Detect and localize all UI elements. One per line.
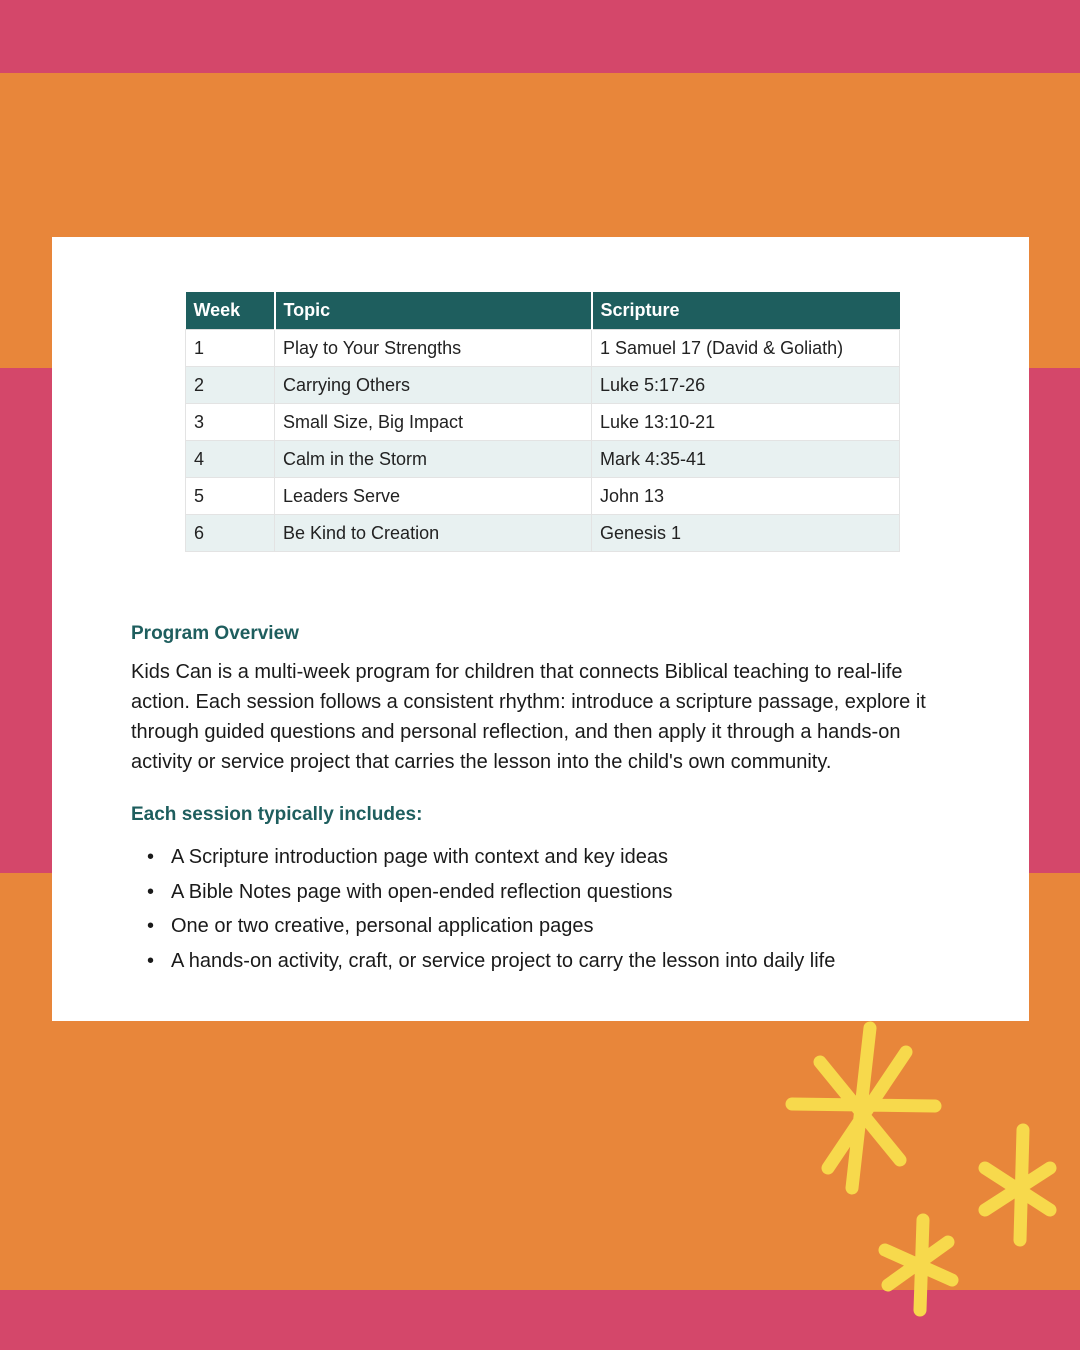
table-row xyxy=(186,478,900,515)
topic-cell: Calm in the Storm xyxy=(275,441,592,478)
topic-cell: Carrying Others xyxy=(275,367,592,404)
week-cell: 3 xyxy=(186,404,275,441)
scripture-cell: Mark 4:35-41 xyxy=(592,441,900,478)
list-item xyxy=(131,877,835,912)
list-item-text: A Bible Notes page with open-ended reflection questions xyxy=(171,880,673,903)
header-week: Week xyxy=(186,292,275,330)
list-item-text: One or two creative, personal application pages xyxy=(171,915,594,938)
table-row xyxy=(186,441,900,478)
scripture-cell: 1 Samuel 17 (David & Goliath) xyxy=(592,330,900,367)
scripture-cell: Genesis 1 xyxy=(592,515,900,552)
topic-cell: Small Size, Big Impact xyxy=(275,404,592,441)
topic-cell: Be Kind to Creation xyxy=(275,515,592,552)
session-includes-heading: Each session typically includes: xyxy=(131,804,423,825)
bullet-icon: • xyxy=(147,880,155,903)
list-item xyxy=(131,946,835,981)
program-overview-text: Kids Can is a multi-week program for children that connects Biblical teaching to real-life action. Each session follows a consistent rhythm: introduce a scripture passage, explore it through guided questions and personal reflection, and then apply it through a hands-on activity or service project that carries the lesson into the child's own community. xyxy=(131,661,926,773)
week-cell: 1 xyxy=(186,330,275,367)
top-pink-stripe xyxy=(0,0,1080,73)
table-row xyxy=(186,330,900,367)
week-cell: 6 xyxy=(186,515,275,552)
sparkle-star-icon xyxy=(885,1220,952,1310)
bullet-icon: • xyxy=(147,950,155,973)
list-item-text: A hands-on activity, craft, or service project to carry the lesson into daily life xyxy=(171,950,836,973)
scripture-cell: John 13 xyxy=(592,478,900,515)
topic-cell: Leaders Serve xyxy=(275,478,592,515)
week-cell: 2 xyxy=(186,367,275,404)
scripture-cell: Luke 13:10-21 xyxy=(592,404,900,441)
table-header-row xyxy=(186,292,900,330)
list-item xyxy=(131,842,835,877)
table-row xyxy=(186,404,900,441)
session-includes-list xyxy=(131,842,835,981)
header-topic: Topic xyxy=(275,292,592,330)
table-row xyxy=(186,515,900,552)
week-cell: 4 xyxy=(186,441,275,478)
topic-cell: Play to Your Strengths xyxy=(275,330,592,367)
scripture-cell: Luke 5:17-26 xyxy=(592,367,900,404)
list-item xyxy=(131,911,835,946)
sparkle-stars-icon xyxy=(770,1010,1080,1350)
program-overview-heading: Program Overview xyxy=(131,623,299,644)
header-scripture: Scripture xyxy=(592,292,900,330)
table-row xyxy=(186,367,900,404)
week-cell: 5 xyxy=(186,478,275,515)
bullet-icon: • xyxy=(147,846,155,868)
sparkle-star-icon xyxy=(792,1028,935,1188)
bullet-icon: • xyxy=(147,915,155,938)
list-item-text: A Scripture introduction page with context and key ideas xyxy=(171,846,668,868)
content-card xyxy=(52,237,1029,1021)
sparkle-star-icon xyxy=(985,1130,1050,1240)
schedule-table xyxy=(185,292,900,552)
